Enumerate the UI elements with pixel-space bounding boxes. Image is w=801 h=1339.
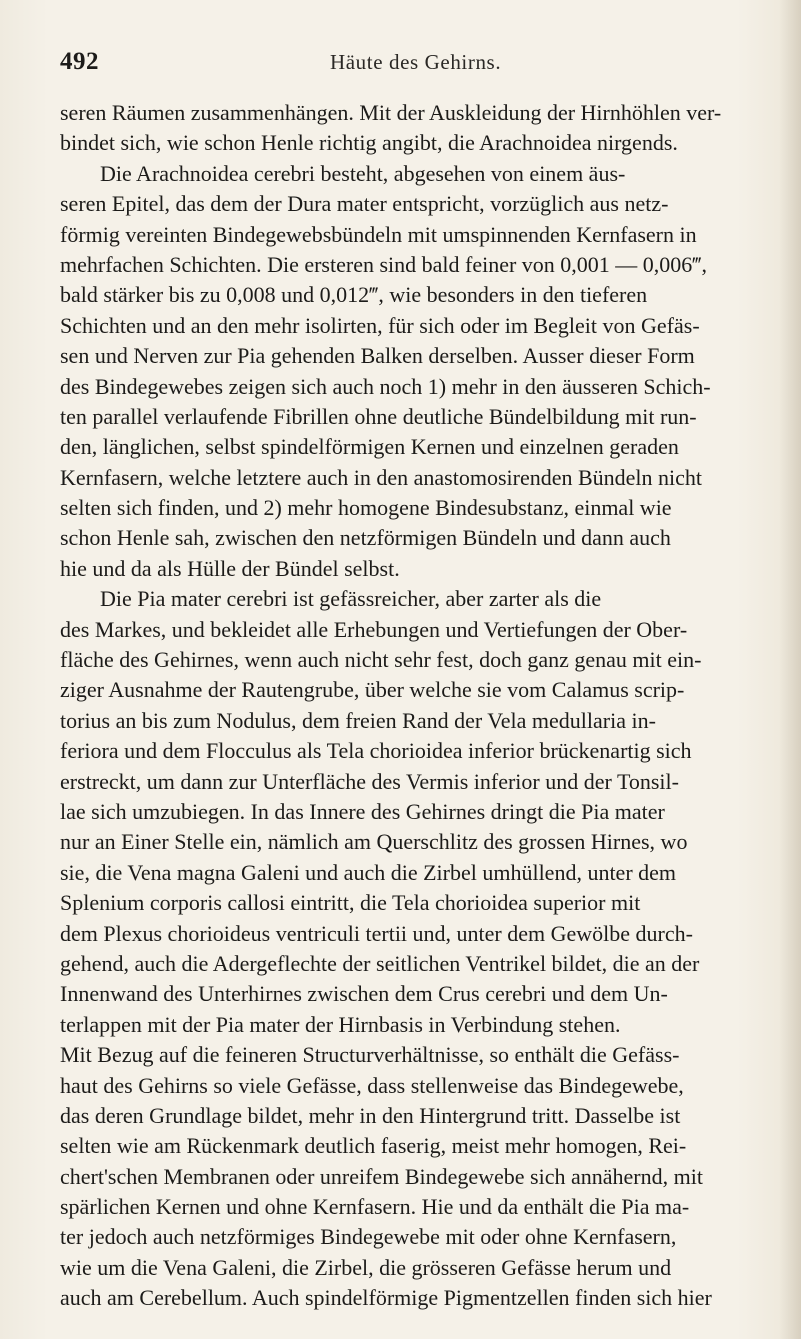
text-line: förmig vereinten Bindegewebsbündeln mit umspinnenden Kernfasern in bbox=[60, 221, 697, 247]
text-line: seren Räumen zusammenhängen. Mit der Auskleidung der Hirnhöhlen ver- bbox=[60, 100, 722, 125]
text-line: seren Epitel, das dem der Dura mater entspricht, vorzüglich aus netz- bbox=[60, 191, 669, 217]
text-line: Die Pia mater cerebri ist gefässreicher, aber zarter als die bbox=[100, 586, 602, 612]
body-text bbox=[60, 98, 762, 1314]
text-line: nur an Einer Stelle ein, nämlich am Querschlitz des grossen Hirnes, wo bbox=[60, 829, 688, 855]
text-line: sen und Nerven zur Pia gehenden Balken derselben. Ausser dieser Form bbox=[60, 343, 695, 369]
page-header bbox=[60, 48, 760, 78]
text-line: das deren Grundlage bildet, mehr in den Hintergrund tritt. Dasselbe ist bbox=[60, 1102, 681, 1128]
text-line: sie, die Vena magna Galeni und auch die Zirbel umhüllend, unter dem bbox=[60, 859, 677, 885]
text-line: feriora und dem Flocculus als Tela chorioidea inferior brückenartig sich bbox=[60, 738, 692, 764]
running-head: Häute des Gehirns. bbox=[330, 50, 502, 74]
text-line: Die Arachnoidea cerebri besteht, abgesehen von einem äus- bbox=[100, 160, 626, 186]
text-line: ter jedoch auch netzförmiges Bindegewebe mit oder ohne Kernfasern, bbox=[60, 1224, 677, 1250]
text-line: lae sich umzubiegen. In das Innere des Gehirnes dringt die Pia mater bbox=[60, 798, 665, 824]
text-line: schon Henle sah, zwischen den netzförmigen Bündeln und dann auch bbox=[60, 525, 671, 551]
text-line: auch am Cerebellum. Auch spindelförmige Pigmentzellen finden sich hier bbox=[60, 1285, 712, 1311]
text-line: terlappen mit der Pia mater der Hirnbasis in Verbindung stehen. bbox=[60, 1011, 621, 1037]
text-line: bald stärker bis zu 0,008 und 0,012‴, wie besonders in den tieferen bbox=[60, 282, 648, 308]
text-line: torius an bis zum Nodulus, dem freien Rand der Vela medullaria in- bbox=[60, 707, 656, 733]
text-line: bindet sich, wie schon Henle richtig angibt, die Arachnoidea nirgends. bbox=[60, 130, 678, 156]
text-line: ten parallel verlaufende Fibrillen ohne deutliche Bündelbildung mit run- bbox=[60, 403, 697, 429]
text-line: des Bindegewebes zeigen sich auch noch 1) mehr in den äusseren Schich- bbox=[60, 373, 711, 399]
text-line: selten wie am Rückenmark deutlich faserig, meist mehr homogen, Rei- bbox=[60, 1133, 687, 1159]
text-line: haut des Gehirns so viele Gefässe, dass stellenweise das Bindegewebe, bbox=[60, 1072, 684, 1098]
text-line: Splenium corporis callosi eintritt, die Tela chorioidea superior mit bbox=[60, 890, 641, 916]
text-line: Kernfasern, welche letztere auch in den anastomosirenden Bündeln nicht bbox=[60, 464, 703, 490]
text-line: Mit Bezug auf die feineren Structurverhältnisse, so enthält die Gefäss- bbox=[60, 1042, 680, 1068]
text-line: gehend, auch die Adergeflechte der seitlichen Ventrikel bildet, die an der bbox=[60, 950, 700, 976]
page-edge-shadow bbox=[779, 0, 801, 1339]
text-line: hie und da als Hülle der Bündel selbst. bbox=[60, 555, 400, 581]
text-line: den, länglichen, selbst spindelförmigen Kernen und einzelnen geraden bbox=[60, 434, 679, 460]
text-line: chert'schen Membranen oder unreifem Bindegewebe sich annähernd, mit bbox=[60, 1163, 703, 1189]
text-line: selten sich finden, und 2) mehr homogene Bindesubstanz, einmal wie bbox=[60, 495, 672, 521]
text-line: des Markes, und bekleidet alle Erhebungen und Vertiefungen der Ober- bbox=[60, 616, 688, 642]
text-line: erstreckt, um dann zur Unterfläche des Vermis inferior und der Tonsil- bbox=[60, 768, 679, 794]
text-line: spärlichen Kernen und ohne Kernfasern. Hie und da enthält die Pia ma- bbox=[60, 1194, 690, 1220]
text-line: mehrfachen Schichten. Die ersteren sind bald feiner von 0,001 — 0,006‴, bbox=[60, 251, 707, 277]
text-line: dem Plexus chorioideus ventriculi tertii und, unter dem Gewölbe durch- bbox=[60, 920, 693, 946]
text-line: Innenwand des Unterhirnes zwischen dem Crus cerebri und dem Un- bbox=[60, 981, 668, 1007]
page-number: 492 bbox=[60, 48, 99, 75]
text-line: Schichten und an den mehr isolirten, für sich oder im Begleit von Gefäs- bbox=[60, 312, 700, 338]
text-line: wie um die Vena Galeni, die Zirbel, die grösseren Gefässe herum und bbox=[60, 1254, 672, 1280]
text-line: fläche des Gehirnes, wenn auch nicht sehr fest, doch ganz genau mit ein- bbox=[60, 647, 702, 673]
text-line: ziger Ausnahme der Rautengrube, über welche sie vom Calamus scrip- bbox=[60, 677, 685, 703]
